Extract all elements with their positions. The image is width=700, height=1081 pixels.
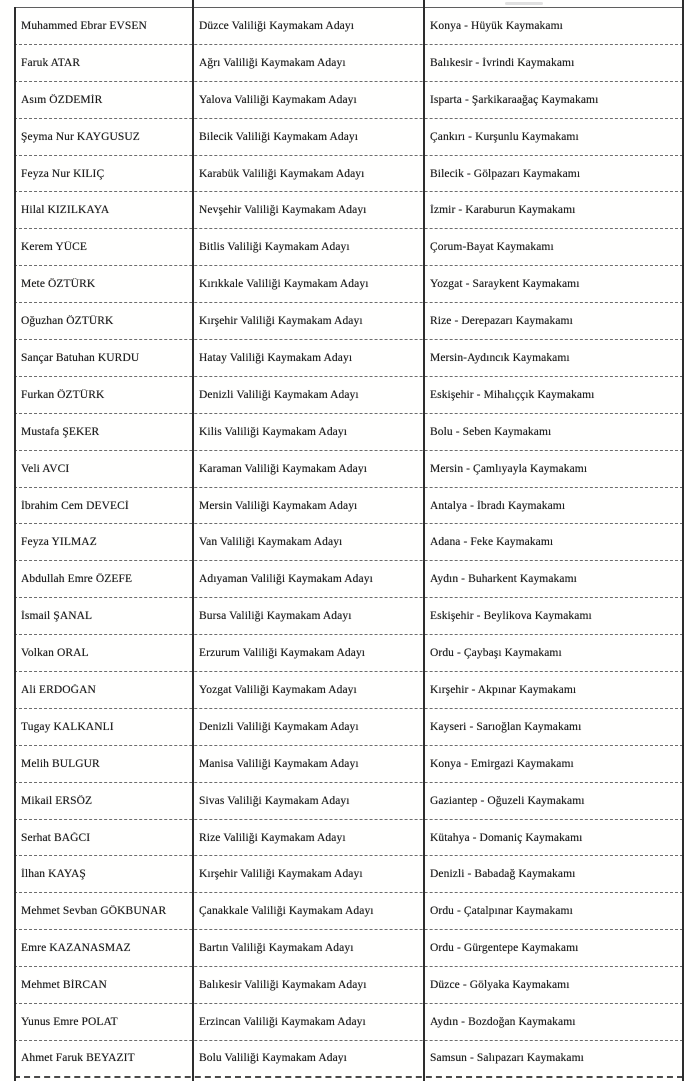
current-position-cell: Kırşehir Valiliği Kaymakam Adayı: [199, 315, 363, 328]
column-divider-1: [192, 0, 194, 1081]
table-row: [14, 119, 683, 156]
candidate-name-cell: Şeyma Nur KAYGUSUZ: [21, 130, 140, 143]
table-row: [14, 672, 683, 709]
new-assignment-cell: Ordu - Çaybaşı Kaymakamı: [430, 647, 562, 660]
current-position-cell: Çanakkale Valiliği Kaymakam Adayı: [199, 905, 374, 918]
current-position-cell: Sivas Valiliği Kaymakam Adayı: [199, 794, 350, 807]
candidate-name-cell: Abdullah Emre ÖZEFE: [21, 573, 133, 586]
candidate-name-cell: Emre KAZANASMAZ: [21, 942, 131, 955]
candidate-name-cell: Volkan ORAL: [21, 647, 89, 660]
current-position-cell: Adıyaman Valiliği Kaymakam Adayı: [199, 573, 373, 586]
table-row: [14, 82, 683, 119]
current-position-cell: Mersin Valiliği Kaymakam Adayı: [199, 499, 358, 512]
table-row: [14, 8, 683, 45]
new-assignment-cell: Ordu - Gürgentepe Kaymakamı: [430, 942, 579, 955]
current-position-cell: Hatay Valiliği Kaymakam Adayı: [199, 351, 353, 364]
current-position-cell: Denizli Valiliği Kaymakam Adayı: [199, 720, 359, 733]
table-row: [14, 746, 683, 783]
new-assignment-cell: Aydın - Bozdoğan Kaymakamı: [430, 1015, 576, 1028]
table-row: [14, 340, 683, 377]
candidate-name-cell: Feyza Nur KILIÇ: [21, 167, 105, 180]
candidate-name-cell: Kerem YÜCE: [21, 241, 88, 254]
candidate-name-cell: Mikail ERSÖZ: [21, 794, 93, 807]
table-row: [14, 820, 683, 857]
current-position-cell: Bilecik Valiliği Kaymakam Adayı: [199, 130, 359, 143]
table-row: [14, 488, 683, 525]
candidate-name-cell: Melih BULGUR: [21, 757, 100, 770]
new-assignment-cell: Aydın - Buharkent Kaymakamı: [430, 573, 577, 586]
table-border-right: [682, 0, 684, 1081]
new-assignment-cell: Bolu - Seben Kaymakamı: [430, 425, 552, 438]
new-assignment-cell: Çankırı - Kurşunlu Kaymakamı: [430, 130, 579, 143]
new-assignment-cell: Kayseri - Sarıoğlan Kaymakamı: [430, 720, 582, 733]
candidate-name-cell: İbrahim Cem DEVECİ: [21, 499, 129, 512]
current-position-cell: Yozgat Valiliği Kaymakam Adayı: [199, 683, 357, 696]
table-row: [14, 1041, 683, 1078]
candidate-name-cell: Mustafa ŞEKER: [21, 425, 100, 438]
candidate-name-cell: Yunus Emre POLAT: [21, 1015, 118, 1028]
current-position-cell: Bolu Valiliği Kaymakam Adayı: [199, 1052, 347, 1065]
new-assignment-cell: Mersin-Aydıncık Kaymakamı: [430, 351, 570, 364]
appointments-table: [14, 7, 683, 1078]
new-assignment-cell: Ordu - Çatalpınar Kaymakamı: [430, 905, 573, 918]
new-assignment-cell: Çorum-Bayat Kaymakamı: [430, 241, 554, 254]
table-row: [14, 893, 683, 930]
table-row: [14, 598, 683, 635]
new-assignment-cell: Rize - Derepazarı Kaymakamı: [430, 315, 573, 328]
new-assignment-cell: İzmir - Karaburun Kaymakamı: [430, 204, 576, 217]
new-assignment-cell: Mersin - Çamlıyayla Kaymakamı: [430, 462, 588, 475]
table-row: [14, 377, 683, 414]
table-row: [14, 451, 683, 488]
candidate-name-cell: Mehmet Sevban GÖKBUNAR: [21, 905, 167, 918]
new-assignment-cell: Eskişehir - Beylikova Kaymakamı: [430, 610, 592, 623]
candidate-name-cell: Furkan ÖZTÜRK: [21, 388, 105, 401]
new-assignment-cell: Konya - Hüyük Kaymakamı: [430, 19, 563, 32]
candidate-name-cell: İsmail ŞANAL: [21, 610, 93, 623]
table-row: [14, 930, 683, 967]
candidate-name-cell: İlhan KAYAŞ: [21, 868, 86, 881]
new-assignment-cell: Antalya - İbradı Kaymakamı: [430, 499, 566, 512]
column-divider-2: [423, 0, 425, 1081]
candidate-name-cell: Ahmet Faruk BEYAZIT: [21, 1052, 135, 1065]
table-row: [14, 709, 683, 746]
new-assignment-cell: Denizli - Babadağ Kaymakamı: [430, 868, 576, 881]
current-position-cell: Manisa Valiliği Kaymakam Adayı: [199, 757, 359, 770]
current-position-cell: Erzurum Valiliği Kaymakam Adayı: [199, 647, 366, 660]
table-row: [14, 303, 683, 340]
current-position-cell: Erzincan Valiliği Kaymakam Adayı: [199, 1015, 366, 1028]
table-row: [14, 967, 683, 1004]
table-row: [14, 856, 683, 893]
current-position-cell: Yalova Valiliği Kaymakam Adayı: [199, 93, 357, 106]
new-assignment-cell: Isparta - Şarkikaraağaç Kaymakamı: [430, 93, 599, 106]
candidate-name-cell: Mehmet BİRCAN: [21, 979, 107, 992]
current-position-cell: Kırşehir Valiliği Kaymakam Adayı: [199, 868, 363, 881]
current-position-cell: Düzce Valiliği Kaymakam Adayı: [199, 19, 355, 32]
candidate-name-cell: Veli AVCI: [21, 462, 70, 475]
current-position-cell: Karabük Valiliği Kaymakam Adayı: [199, 167, 365, 180]
new-assignment-cell: Konya - Emirgazi Kaymakamı: [430, 757, 574, 770]
current-position-cell: Rize Valiliği Kaymakam Adayı: [199, 831, 346, 844]
scan-smudge: [505, 2, 543, 5]
candidate-name-cell: Serhat BAĞCI: [21, 831, 91, 844]
candidate-name-cell: Faruk ATAR: [21, 56, 81, 69]
new-assignment-cell: Düzce - Gölyaka Kaymakamı: [430, 979, 570, 992]
candidate-name-cell: Mete ÖZTÜRK: [21, 278, 96, 291]
current-position-cell: Nevşehir Valiliği Kaymakam Adayı: [199, 204, 367, 217]
candidate-name-cell: Sançar Batuhan KURDU: [21, 351, 140, 364]
current-position-cell: Bartın Valiliği Kaymakam Adayı: [199, 942, 354, 955]
current-position-cell: Denizli Valiliği Kaymakam Adayı: [199, 388, 359, 401]
new-assignment-cell: Bilecik - Gölpazarı Kaymakamı: [430, 167, 581, 180]
current-position-cell: Van Valiliği Kaymakam Adayı: [199, 536, 343, 549]
candidate-name-cell: Asım ÖZDEMİR: [21, 93, 103, 106]
current-position-cell: Balıkesir Valiliği Kaymakam Adayı: [199, 979, 367, 992]
new-assignment-cell: Kırşehir - Akpınar Kaymakamı: [430, 683, 577, 696]
candidate-name-cell: Feyza YILMAZ: [21, 536, 97, 549]
current-position-cell: Kırıkkale Valiliği Kaymakam Adayı: [199, 278, 369, 291]
table-row: [14, 524, 683, 561]
table-row: [14, 192, 683, 229]
current-position-cell: Bursa Valiliği Kaymakam Adayı: [199, 610, 352, 623]
table-row: [14, 414, 683, 451]
table-row: [14, 1004, 683, 1041]
new-assignment-cell: Samsun - Salıpazarı Kaymakamı: [430, 1052, 584, 1065]
table-row: [14, 45, 683, 82]
current-position-cell: Karaman Valiliği Kaymakam Adayı: [199, 462, 367, 475]
table-row: [14, 783, 683, 820]
current-position-cell: Bitlis Valiliği Kaymakam Adayı: [199, 241, 350, 254]
new-assignment-cell: Adana - Feke Kaymakamı: [430, 536, 554, 549]
table-row: [14, 561, 683, 598]
new-assignment-cell: Kütahya - Domaniç Kaymakamı: [430, 831, 583, 844]
candidate-name-cell: Muhammed Ebrar EVSEN: [21, 19, 147, 32]
new-assignment-cell: Yozgat - Saraykent Kaymakamı: [430, 278, 580, 291]
table-row: [14, 266, 683, 303]
current-position-cell: Ağrı Valiliği Kaymakam Adayı: [199, 56, 346, 69]
new-assignment-cell: Balıkesir - İvrindi Kaymakamı: [430, 56, 575, 69]
candidate-name-cell: Tugay KALKANLI: [21, 720, 114, 733]
candidate-name-cell: Hilal KIZILKAYA: [21, 204, 110, 217]
table-border-left: [14, 7, 16, 1081]
new-assignment-cell: Gaziantep - Oğuzeli Kaymakamı: [430, 794, 585, 807]
candidate-name-cell: Ali ERDOĞAN: [21, 683, 96, 696]
current-position-cell: Kilis Valiliği Kaymakam Adayı: [199, 425, 348, 438]
candidate-name-cell: Oğuzhan ÖZTÜRK: [21, 315, 114, 328]
new-assignment-cell: Eskişehir - Mihalıççık Kaymakamı: [430, 388, 595, 401]
table-row: [14, 635, 683, 672]
table-row: [14, 156, 683, 193]
table-row: [14, 229, 683, 266]
